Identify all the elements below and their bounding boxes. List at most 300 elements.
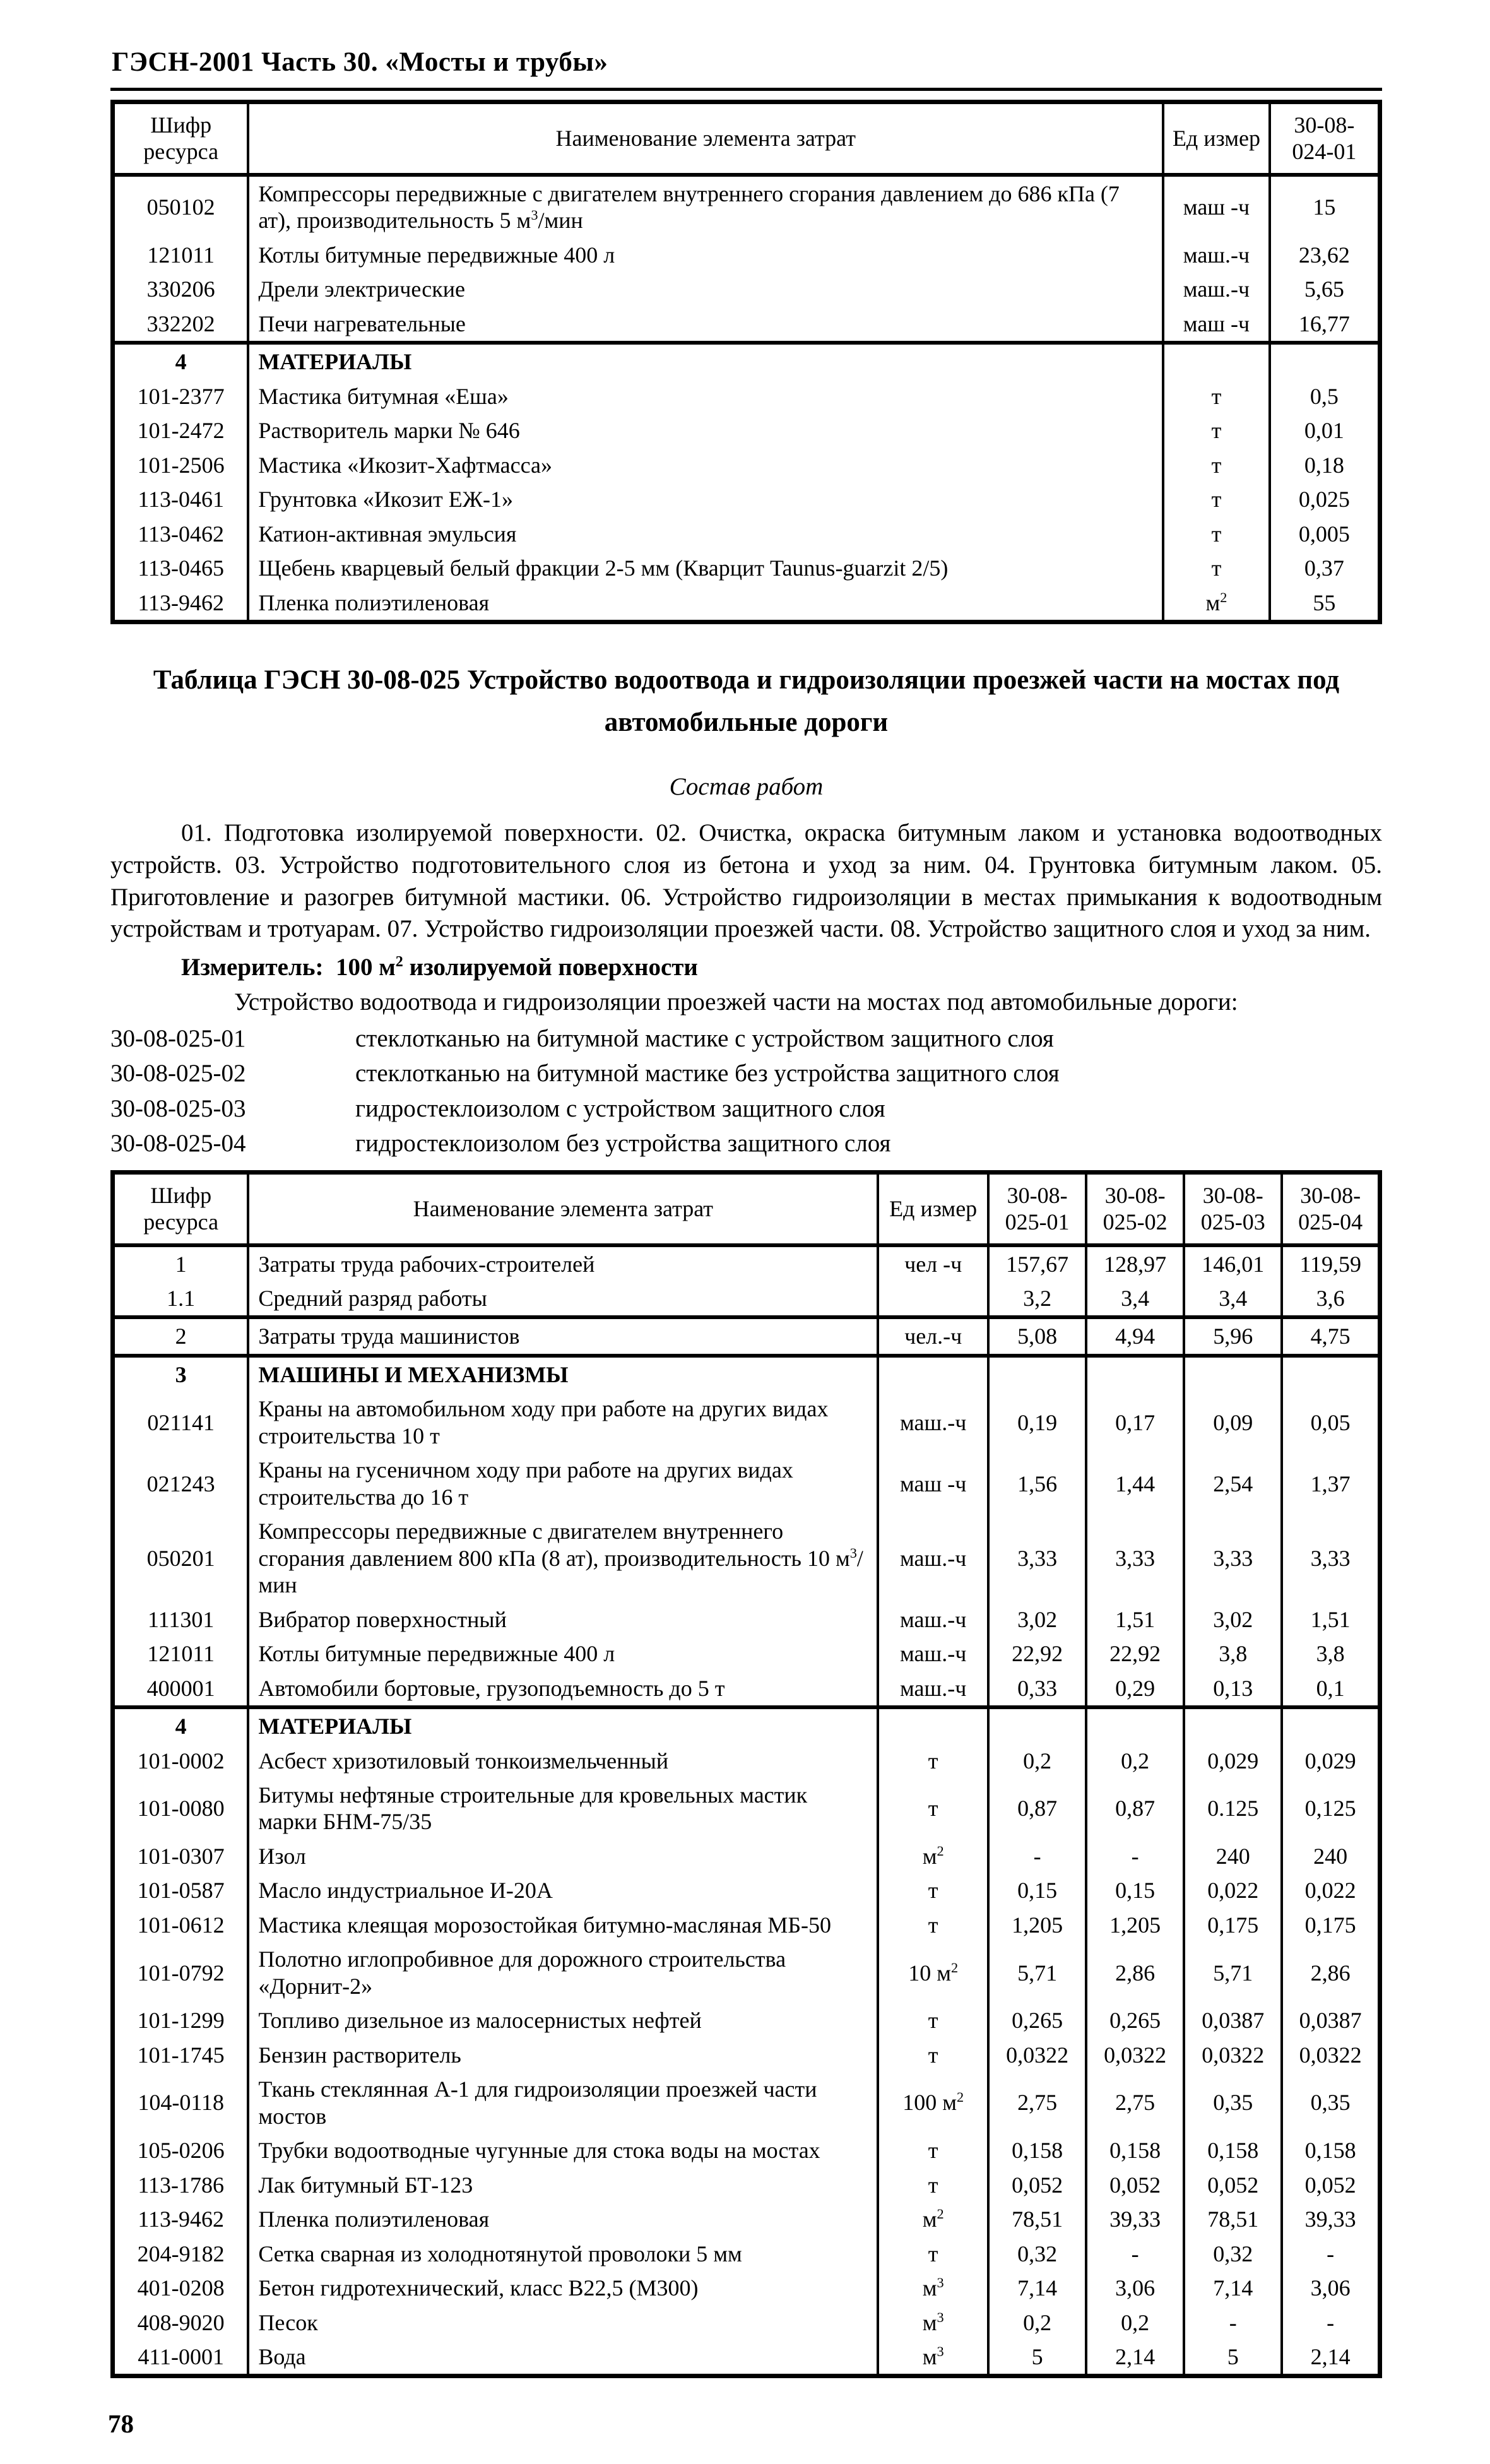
cell-cost-element-name: Пленка полиэтиленовая — [248, 2202, 878, 2236]
cell-value: 0,29 — [1086, 1671, 1184, 1707]
page-header-text: ГЭСН-2001 Часть 30. «Мосты и трубы» — [112, 47, 608, 77]
table-row — [113, 2306, 1380, 2340]
norm-variant-row — [110, 1126, 1382, 1161]
cell-unit: 100 $м^2$ — [878, 2072, 988, 2133]
cell-value: 55 — [1270, 586, 1380, 622]
cell-unit: маш -ч — [878, 1453, 988, 1514]
norm-variant-code: 30-08-025-04 — [110, 1130, 246, 1158]
cell-value: 0,18 — [1270, 448, 1380, 482]
table-row — [113, 482, 1380, 516]
cell-value: 146,01 — [1184, 1245, 1282, 1281]
cell-value: 3,8 — [1184, 1637, 1282, 1671]
cell-value: 240 — [1184, 1839, 1282, 1873]
cell-cost-element-name: Котлы битумные передвижные 400 л — [248, 1637, 878, 1671]
cell-value: 2,54 — [1184, 1453, 1282, 1514]
cell-value: 0,052 — [1086, 2168, 1184, 2202]
cell-resource-code: 113-9462 — [113, 586, 249, 622]
cell-value: 5,96 — [1184, 1317, 1282, 1355]
cell-cost-element-name: Вибратор поверхностный — [248, 1602, 878, 1637]
cell-unit: маш.-ч — [878, 1637, 988, 1671]
cell-value: 78,51 — [1184, 2202, 1282, 2236]
measurement-unit-label: Измеритель: — [181, 954, 324, 981]
table-row — [113, 2340, 1380, 2376]
cell-resource-code: 330206 — [113, 272, 249, 306]
cell-resource-code: 101-0002 — [113, 1744, 249, 1778]
cell-value: 3,06 — [1282, 2271, 1380, 2305]
variants-intro-line: Устройство водоотвода и гидроизоляции проезжей части на мостах под автомобильные дороги: — [234, 988, 1238, 1016]
cell-value: 0,0322 — [1282, 2038, 1380, 2072]
cell-value: 3,02 — [988, 1602, 1086, 1637]
cell-resource-code: 101-0587 — [113, 1873, 249, 1907]
cell-value — [1184, 1356, 1282, 1392]
cell-value: 0,158 — [988, 2133, 1086, 2167]
measurement-unit-value: 100 $м^2$ изолируемой поверхности — [335, 953, 698, 981]
cell-value: 0,158 — [1086, 2133, 1184, 2167]
cell-value: 0,2 — [988, 1744, 1086, 1778]
cell-value: - — [1184, 2306, 1282, 2340]
cell-resource-code: 113-0461 — [113, 482, 249, 516]
cell-value: 39,33 — [1086, 2202, 1184, 2236]
cell-value: 0,0387 — [1184, 2003, 1282, 2037]
measurement-unit-line — [110, 953, 1382, 981]
cell-value: 0,15 — [988, 1873, 1086, 1907]
cell-value: 5 — [1184, 2340, 1282, 2376]
norm-variant-row — [110, 1056, 1382, 1091]
cell-resource-code: 021141 — [113, 1392, 249, 1453]
cell-unit: маш.-ч — [1163, 272, 1270, 306]
cell-value: 0,0322 — [1184, 2038, 1282, 2072]
cell-value: 4,75 — [1282, 1317, 1380, 1355]
col-header-cost-element-name: Наименование элемента затрат — [248, 1172, 878, 1245]
cell-value: 3,6 — [1282, 1281, 1380, 1317]
cell-value: 0,158 — [1282, 2133, 1380, 2167]
table-row — [113, 1873, 1380, 1907]
cell-value: 3,4 — [1086, 1281, 1184, 1317]
cell-cost-element-name: Лак битумный БТ-123 — [248, 2168, 878, 2202]
cell-value: 16,77 — [1270, 307, 1380, 343]
cell-resource-code: 111301 — [113, 1602, 249, 1637]
cell-value: 0,15 — [1086, 1873, 1184, 1907]
cell-cost-element-name: Асбест хризотиловый тонкоизмельченный — [248, 1744, 878, 1778]
col-header-unit: Ед измер — [1163, 102, 1270, 175]
cell-cost-element-name: Сетка сварная из холоднотянутой проволоки 5 мм — [248, 2237, 878, 2271]
cell-cost-element-name: Катион-активная эмульсия — [248, 517, 1163, 551]
cell-cost-element-name: Дрели электрические — [248, 272, 1163, 306]
cell-cost-element-name: Котлы битумные передвижные 400 л — [248, 238, 1163, 272]
cell-resource-code: 1.1 — [113, 1281, 249, 1317]
cell-cost-element-name: Растворитель марки № 646 — [248, 413, 1163, 447]
cell-value: 3,33 — [1086, 1514, 1184, 1602]
norm-variant-description: стеклотканью на битумной мастике с устройством защитного слоя — [355, 1025, 1054, 1053]
cell-cost-element-name: Краны на гусеничном ходу при работе на других видах строительства до 16 т — [248, 1453, 878, 1514]
norm-variant-row — [110, 1021, 1382, 1056]
cell-resource-code: 021243 — [113, 1453, 249, 1514]
cell-cost-element-name: МАТЕРИАЛЫ — [248, 343, 1163, 379]
cell-unit — [878, 1281, 988, 1317]
cell-value: 128,97 — [1086, 1245, 1184, 1281]
cell-value: 3,8 — [1282, 1637, 1380, 1671]
cell-value: 5,71 — [988, 1942, 1086, 2003]
cell-cost-element-name: Щебень кварцевый белый фракции 2-5 мм (Кварцит Taunus-guarzit 2/5) — [248, 551, 1163, 585]
col-header-estimate-4: 30-08- 025-04 — [1282, 1172, 1380, 1245]
cell-value: 3,33 — [1184, 1514, 1282, 1602]
cell-value: 0,09 — [1184, 1392, 1282, 1453]
cell-value: 0,265 — [988, 2003, 1086, 2037]
cell-value: 0,33 — [988, 1671, 1086, 1707]
cell-resource-code: 113-0465 — [113, 551, 249, 585]
cell-cost-element-name: Печи нагревательные — [248, 307, 1163, 343]
table-row — [113, 1839, 1380, 1873]
table-row — [113, 1317, 1380, 1355]
cell-value: 2,14 — [1282, 2340, 1380, 2376]
cell-cost-element-name: Грунтовка «Икозит ЕЖ-1» — [248, 482, 1163, 516]
cell-value: 0,13 — [1184, 1671, 1282, 1707]
cell-value: - — [1282, 2237, 1380, 2271]
table-row — [113, 1637, 1380, 1671]
cell-resource-code: 101-0080 — [113, 1778, 249, 1839]
cell-unit: чел -ч — [878, 1245, 988, 1281]
cell-value — [1270, 343, 1380, 379]
cell-cost-element-name: Мастика «Икозит-Хафтмасса» — [248, 448, 1163, 482]
cell-cost-element-name: Средний разряд работы — [248, 1281, 878, 1317]
cell-resource-code: 101-2472 — [113, 413, 249, 447]
table-title: Таблица ГЭСН 30-08-025 Устройство водоотвода и гидроизоляции проезжей части на мостах под автомобильные дороги — [153, 665, 1340, 737]
cell-value — [1086, 1707, 1184, 1743]
cell-value: 1,205 — [988, 1908, 1086, 1942]
table-row — [113, 2133, 1380, 2167]
cell-value — [1184, 1707, 1282, 1743]
page-number: 78 — [108, 2409, 134, 2439]
work-composition-heading: Состав работ — [669, 773, 824, 801]
cell-value: 1,51 — [1086, 1602, 1184, 1637]
table-row — [113, 272, 1380, 306]
cell-value: 0,37 — [1270, 551, 1380, 585]
cell-unit: т — [878, 1873, 988, 1907]
cell-value: 0,0322 — [1086, 2038, 1184, 2072]
col-header-estimate-3: 30-08- 025-03 — [1184, 1172, 1282, 1245]
cell-value: 0,87 — [1086, 1778, 1184, 1839]
cell-cost-element-name: Бетон гидротехнический, класс В22,5 (М300) — [248, 2271, 878, 2305]
cell-value: 0,022 — [1184, 1873, 1282, 1907]
cell-value: 23,62 — [1270, 238, 1380, 272]
cell-unit: т — [1163, 482, 1270, 516]
table-row — [113, 2237, 1380, 2271]
cell-value: 0,265 — [1086, 2003, 1184, 2037]
cell-value: 0,5 — [1270, 379, 1380, 413]
table-row — [113, 307, 1380, 343]
cell-resource-code: 101-1745 — [113, 2038, 249, 2072]
cell-cost-element-name: Пленка полиэтиленовая — [248, 586, 1163, 622]
cell-unit — [878, 1356, 988, 1392]
cell-value: 0,125 — [1282, 1778, 1380, 1839]
cell-resource-code: 101-2506 — [113, 448, 249, 482]
cell-resource-code: 1 — [113, 1245, 249, 1281]
table-row — [113, 2168, 1380, 2202]
cell-value: 0,158 — [1184, 2133, 1282, 2167]
col-header-estimate-1: 30-08- 024-01 — [1270, 102, 1380, 175]
cell-resource-code: 101-0612 — [113, 1908, 249, 1942]
table-row — [113, 1778, 1380, 1839]
cell-cost-element-name: Краны на автомобильном ходу при работе на других видах строительства 10 т — [248, 1392, 878, 1453]
cell-value: 22,92 — [1086, 1637, 1184, 1671]
cell-unit: т — [1163, 413, 1270, 447]
table-row — [113, 1245, 1380, 1281]
table-row — [113, 413, 1380, 447]
cell-resource-code: 113-9462 — [113, 2202, 249, 2236]
cell-cost-element-name: Компрессоры передвижные с двигателем внутреннего сгорания давлением 800 кПа (8 ат), производительность 10 $м^3$/мин — [248, 1514, 878, 1602]
table-header-row — [113, 102, 1380, 175]
table-row — [113, 1707, 1380, 1743]
cell-value: 3,06 — [1086, 2271, 1184, 2305]
cell-value: 15 — [1270, 175, 1380, 238]
table-row — [113, 1392, 1380, 1453]
cell-resource-code: 050102 — [113, 175, 249, 238]
cell-unit — [1163, 343, 1270, 379]
cell-cost-element-name: МАТЕРИАЛЫ — [248, 1707, 878, 1743]
cell-value: 3,33 — [988, 1514, 1086, 1602]
norm-variant-description: стеклотканью на битумной мастике без устройства защитного слоя — [355, 1060, 1060, 1087]
cell-value: - — [988, 1839, 1086, 1873]
cell-cost-element-name: Топливо дизельное из малосернистых нефтей — [248, 2003, 878, 2037]
cell-resource-code: 121011 — [113, 238, 249, 272]
cell-value: 1,37 — [1282, 1453, 1380, 1514]
table-row — [113, 1744, 1380, 1778]
cell-value: 0,025 — [1270, 482, 1380, 516]
cell-value: 3,02 — [1184, 1602, 1282, 1637]
cell-unit: т — [878, 1778, 988, 1839]
cell-value: 0,0387 — [1282, 2003, 1380, 2037]
cell-resource-code: 101-0792 — [113, 1942, 249, 2003]
cell-value: 7,14 — [1184, 2271, 1282, 2305]
cell-unit: чел.-ч — [878, 1317, 988, 1355]
cell-cost-element-name: Мастика клеящая морозостойкая битумно-масляная МБ-50 — [248, 1908, 878, 1942]
cell-value: 7,14 — [988, 2271, 1086, 2305]
cell-value: 2,75 — [1086, 2072, 1184, 2133]
cell-value: 3,33 — [1282, 1514, 1380, 1602]
cell-unit: маш.-ч — [878, 1514, 988, 1602]
work-composition-text: 01. Подготовка изолируемой поверхности. 02. Очистка, окраска битумным лаком и установка водоотводных устройств. 03. Устройство подготовительного слоя из бетона и уход за ним. 04. Грунтовка битумным лаком. 05. Приготовление и разогрев битумной мастики. 06. Устройство гидроизоляции в местах примыкания к водоотводным устройствам и тротуарам. 07. Устройство гидроизоляции проезжей части. 08. Устройство защитного слоя и уход за ним. — [110, 819, 1382, 943]
cell-value: 0,0322 — [988, 2038, 1086, 2072]
cell-cost-element-name: Автомобили бортовые, грузоподъемность до 5 т — [248, 1671, 878, 1707]
cell-value — [1282, 1707, 1380, 1743]
cell-unit: маш -ч — [1163, 307, 1270, 343]
table-row — [113, 2271, 1380, 2305]
cell-resource-code: 101-0307 — [113, 1839, 249, 1873]
cell-cost-element-name: Вода — [248, 2340, 878, 2376]
cell-resource-code: 101-2377 — [113, 379, 249, 413]
table-30-08-025 — [110, 1170, 1382, 2379]
cell-value: 22,92 — [988, 1637, 1086, 1671]
norm-variant-row — [110, 1091, 1382, 1126]
cell-value: 0.125 — [1184, 1778, 1282, 1839]
cell-unit: маш -ч — [1163, 175, 1270, 238]
cell-resource-code: 101-1299 — [113, 2003, 249, 2037]
cell-resource-code: 204-9182 — [113, 2237, 249, 2271]
cell-value: 1,205 — [1086, 1908, 1184, 1942]
cell-value: 0,1 — [1282, 1671, 1380, 1707]
cell-value — [988, 1356, 1086, 1392]
norm-variant-description: гидростеклоизолом с устройством защитного слоя — [355, 1094, 885, 1122]
cell-unit: маш.-ч — [878, 1602, 988, 1637]
cell-resource-code: 050201 — [113, 1514, 249, 1602]
cell-value: 0,175 — [1282, 1908, 1380, 1942]
cell-value: - — [1086, 1839, 1184, 1873]
cell-value: 0,35 — [1282, 2072, 1380, 2133]
table-row — [113, 551, 1380, 585]
col-header-estimate-1: 30-08- 025-01 — [988, 1172, 1086, 1245]
cell-unit: $м^3$ — [878, 2306, 988, 2340]
cell-value: 78,51 — [988, 2202, 1086, 2236]
cell-value: 157,67 — [988, 1245, 1086, 1281]
cell-value: 2,86 — [1086, 1942, 1184, 2003]
cell-value: 0,17 — [1086, 1392, 1184, 1453]
cell-value — [988, 1707, 1086, 1743]
cell-value: - — [1282, 2306, 1380, 2340]
cell-resource-code: 3 — [113, 1356, 249, 1392]
cell-value: 0,35 — [1184, 2072, 1282, 2133]
cell-unit: т — [1163, 517, 1270, 551]
table-row — [113, 448, 1380, 482]
cell-resource-code: 104-0118 — [113, 2072, 249, 2133]
col-header-unit: Ед измер — [878, 1172, 988, 1245]
cell-unit: $м^2$ — [878, 2202, 988, 2236]
table-row — [113, 238, 1380, 272]
cell-cost-element-name: Масло индустриальное И-20А — [248, 1873, 878, 1907]
norm-variant-code: 30-08-025-01 — [110, 1025, 246, 1053]
cell-value: 2,86 — [1282, 1942, 1380, 2003]
cell-value: 0,2 — [1086, 1744, 1184, 1778]
cell-cost-element-name: Трубки водоотводные чугунные для стока воды на мостах — [248, 2133, 878, 2167]
page-header — [110, 47, 1382, 91]
cell-value: 0,175 — [1184, 1908, 1282, 1942]
cell-value: 0,052 — [1282, 2168, 1380, 2202]
cell-value: 1,56 — [988, 1453, 1086, 1514]
cell-value: 5 — [988, 2340, 1086, 2376]
cell-value: 0,87 — [988, 1778, 1086, 1839]
cell-unit: $м^2$ — [1163, 586, 1270, 622]
cell-unit: т — [878, 2003, 988, 2037]
cell-value: 0,052 — [1184, 2168, 1282, 2202]
cell-resource-code: 400001 — [113, 1671, 249, 1707]
cell-value: 5,08 — [988, 1317, 1086, 1355]
table-row — [113, 1602, 1380, 1637]
cell-resource-code: 121011 — [113, 1637, 249, 1671]
cell-value: - — [1086, 2237, 1184, 2271]
table-row — [113, 1453, 1380, 1514]
cell-unit: т — [878, 2168, 988, 2202]
table-row — [113, 586, 1380, 622]
cell-value: 0,005 — [1270, 517, 1380, 551]
table-row — [113, 1514, 1380, 1602]
cell-value: 0,029 — [1282, 1744, 1380, 1778]
cell-cost-element-name: Затраты труда машинистов — [248, 1317, 878, 1355]
cell-value — [1282, 1356, 1380, 1392]
col-header-resource-code: Шифр ресурса — [113, 102, 249, 175]
cell-resource-code: 105-0206 — [113, 2133, 249, 2167]
cell-unit: т — [1163, 379, 1270, 413]
cell-value: 5,71 — [1184, 1942, 1282, 2003]
cell-cost-element-name: Полотно иглопробивное для дорожного строительства «Дорнит-2» — [248, 1942, 878, 2003]
cell-value: 39,33 — [1282, 2202, 1380, 2236]
cell-cost-element-name: Битумы нефтяные строительные для кровельных мастик марки БНМ-75/35 — [248, 1778, 878, 1839]
table-row — [113, 1281, 1380, 1317]
cell-unit: $м^2$ — [878, 1839, 988, 1873]
cell-unit: маш.-ч — [878, 1671, 988, 1707]
cell-unit: т — [878, 2038, 988, 2072]
cell-unit: т — [878, 1908, 988, 1942]
cell-unit: т — [1163, 551, 1270, 585]
cell-resource-code: 411-0001 — [113, 2340, 249, 2376]
cell-cost-element-name: Бензин растворитель — [248, 2038, 878, 2072]
norm-variant-code: 30-08-025-03 — [110, 1094, 246, 1122]
cell-cost-element-name: МАШИНЫ И МЕХАНИЗМЫ — [248, 1356, 878, 1392]
table-row — [113, 2038, 1380, 2072]
cell-value: 119,59 — [1282, 1245, 1380, 1281]
norm-variant-code: 30-08-025-02 — [110, 1060, 246, 1087]
cell-value: 0,022 — [1282, 1873, 1380, 1907]
table-row — [113, 175, 1380, 238]
table-header-row — [113, 1172, 1380, 1245]
table-30-08-024 — [110, 100, 1382, 624]
cell-value: 0,05 — [1282, 1392, 1380, 1453]
cell-value: 0,2 — [1086, 2306, 1184, 2340]
cell-unit: $м^3$ — [878, 2271, 988, 2305]
cell-unit: т — [1163, 448, 1270, 482]
cell-resource-code: 4 — [113, 1707, 249, 1743]
col-header-resource-code: Шифр ресурса — [113, 1172, 249, 1245]
cell-value: 2,75 — [988, 2072, 1086, 2133]
table-row — [113, 2202, 1380, 2236]
table-row — [113, 1942, 1380, 2003]
norm-variant-description: гидростеклоизолом без устройства защитного слоя — [355, 1130, 891, 1158]
cell-value: 0,029 — [1184, 1744, 1282, 1778]
cell-unit: т — [878, 1744, 988, 1778]
cell-value: 1,44 — [1086, 1453, 1184, 1514]
table-row — [113, 1908, 1380, 1942]
table-row — [113, 343, 1380, 379]
cell-value: 0,32 — [1184, 2237, 1282, 2271]
table-row — [113, 517, 1380, 551]
cell-value: 0,2 — [988, 2306, 1086, 2340]
cell-value: 240 — [1282, 1839, 1380, 1873]
cell-resource-code: 113-1786 — [113, 2168, 249, 2202]
cell-value: 0,01 — [1270, 413, 1380, 447]
cell-resource-code: 4 — [113, 343, 249, 379]
cell-value: 1,51 — [1282, 1602, 1380, 1637]
cell-value: 3,2 — [988, 1281, 1086, 1317]
cell-value: 2,14 — [1086, 2340, 1184, 2376]
cell-unit: т — [878, 2237, 988, 2271]
norm-variants-list — [110, 1021, 1382, 1161]
cell-cost-element-name: Изол — [248, 1839, 878, 1873]
col-header-estimate-2: 30-08- 025-02 — [1086, 1172, 1184, 1245]
cell-cost-element-name: Песок — [248, 2306, 878, 2340]
cell-value: 4,94 — [1086, 1317, 1184, 1355]
cell-value — [1086, 1356, 1184, 1392]
cell-value: 0,19 — [988, 1392, 1086, 1453]
table-row — [113, 2003, 1380, 2037]
cell-unit: маш.-ч — [1163, 238, 1270, 272]
col-header-cost-element-name: Наименование элемента затрат — [248, 102, 1163, 175]
cell-cost-element-name: Компрессоры передвижные с двигателем внутреннего сгорания давлением до 686 кПа (7 ат), производительность 5 $м^3$/мин — [248, 175, 1163, 238]
cell-cost-element-name: Затраты труда рабочих-строителей — [248, 1245, 878, 1281]
cell-resource-code: 408-9020 — [113, 2306, 249, 2340]
table-row — [113, 379, 1380, 413]
table-row — [113, 2072, 1380, 2133]
cell-unit: $м^3$ — [878, 2340, 988, 2376]
cell-value: 3,4 — [1184, 1281, 1282, 1317]
cell-value: 5,65 — [1270, 272, 1380, 306]
